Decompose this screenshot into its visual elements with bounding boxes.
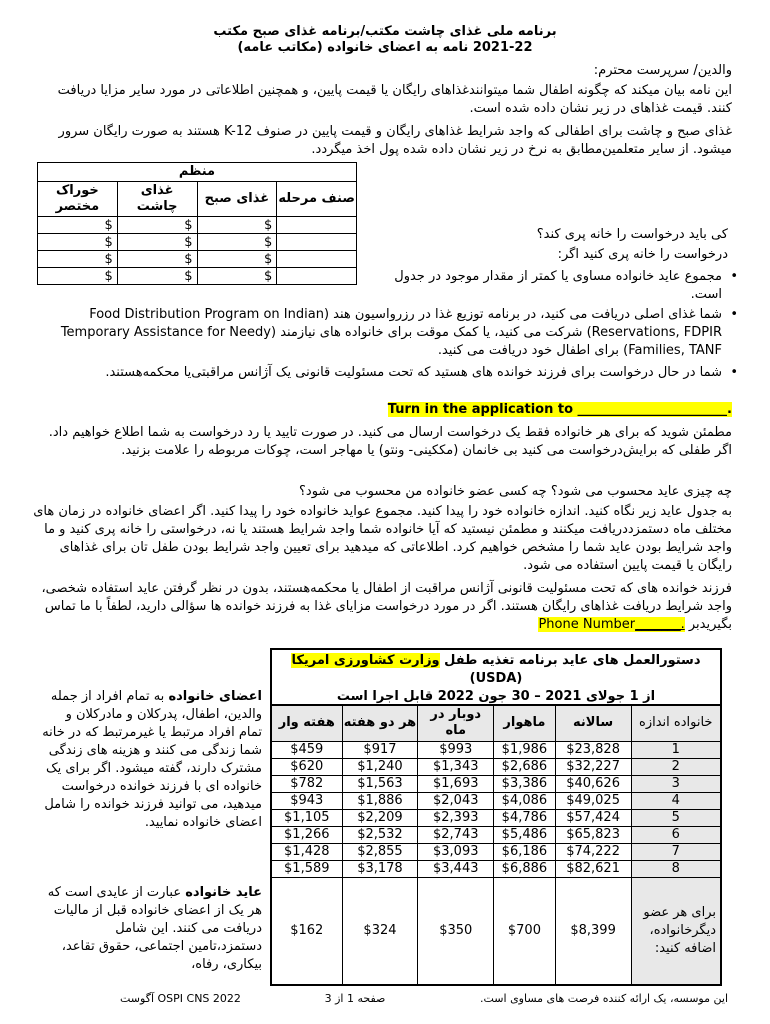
table-cell (277, 251, 357, 268)
col-grade: صنف مرحله (277, 182, 357, 217)
table-cell (277, 268, 357, 285)
income-table-title: دستورالعمل های عاید برنامه تغذیه طفل وزارت کشاورزی امریکا (USDA) از 1 جولای 2021 – 30 جون 2022 قابل اجرا است (270, 648, 722, 708)
phone-number-field: Phone Number (538, 617, 636, 632)
income-eligibility-table (270, 704, 722, 986)
table-cell: $ (197, 268, 277, 285)
table-cell: $ (197, 251, 277, 268)
usda-highlight: وزارت کشاورزی امریکا (291, 653, 440, 668)
table-cell: $ (197, 217, 277, 234)
intro-paragraph-2: غذای صبح و چاشت برای اطفالی که واجد شرایط غذاهای رایگان و قیمت پایین در صنوف K-12 هستند به صورت رایگان سرور میشود. از سایر متعلمین‌مطابق به نرخ در زیر نشان داده شده پول اخذ میگردد. (58, 124, 732, 157)
col-monthly: ماهوار (494, 705, 556, 741)
list-item: • شما غذای اصلی دریافت می کنید، در برنامه توزیع غذا در رزرواسیون هند (Food Distribution Program on Indian Reservations, FDPIR) شرکت می کنید، یا کمک موقت برای خانواده های نیازمند (Temporary Assistance for Needy Families, TANF) برای اطفال خود دریافت می کنید. (60, 307, 738, 358)
table-cell (277, 234, 357, 251)
eligibility-list (380, 268, 740, 308)
table-row: 6 $65,823 $5,486 $2,743 $2,532 $1,266 (271, 826, 721, 843)
table-cell: $ (38, 268, 118, 285)
col-breakfast: غذای صبح (197, 182, 277, 217)
what-counts-question: چه چیزی عاید محسوب می شود؟ چه کسی عضو خانواده من محسوب می شود؟ (299, 484, 732, 499)
who-lead: درخواست را خانه پری کنید اگر: (557, 247, 728, 262)
income-table-dates: از 1 جولای 2021 – 30 جون 2022 قابل اجرا است (336, 689, 656, 704)
list-item: • شما در حال درخواست برای فرزند خوانده های هستید که تحت مسئولیت قانونی یک آژانس مراقبتی‌یا محکمه‌هستند. (105, 365, 738, 380)
footer-version: OSPI CNS 2022 آگوست (120, 992, 241, 1005)
intro-paragraph-1: این نامه بیان میکند که چگونه اطفال شما میتوانندغذاهای رایگان یا قیمت پایین، و همچنین اطلاعاتی در مورد سایر مزایا دریافت کنند. قیمت غذاهای در زیر نشان داده شده است. (57, 83, 732, 116)
col-snack: خوراک مختصر (38, 182, 118, 217)
footer-equal-opportunity: این موسسه، یک ارائه کننده فرصت های مساوی است. (480, 992, 728, 1005)
household-members-definition: اعضای خانواده به تمام افراد از جمله والدین، اطفال، پدرکلان و مادرکلان و تمام افراد مرتبط یا غیرمرتبط که در خانه شما زندگی می کنند و هزینه های زندگی مشترک دارند، گفته میشود. اگر برای یک خانواده ای با فرزند خوانده درخواست میدهید، می توانید فرزند خوانده را شامل اعضای خانواده نمایید. (42, 689, 262, 830)
list-item: • مجموع عاید خانواده مساوی یا کمتر از مقدار موجود در جدول است. (394, 269, 738, 302)
col-lunch: غذای چاشت (117, 182, 197, 217)
table-cell: $ (38, 217, 118, 234)
table-cell: $ (38, 234, 118, 251)
footer-page-number: صفحه 1 از 3 (324, 992, 386, 1005)
table-cell: $ (117, 217, 197, 234)
turn-in-line (388, 402, 732, 417)
col-annual: سالانه (555, 705, 631, 741)
submit-note-paragraph: مطمئن شوید که برای هر خانواده فقط یک درخواست ارسال می کنید. در صورت تایید یا رد درخواست به شما اطلاع خواهیم داد. اگر طفلی که برایش‌درخواست می کنید بی خانمان (مککینی- ونتو) یا مهاجر است، چوکات مربوطه را علامت بزنید. (48, 425, 732, 458)
table-row (38, 217, 357, 234)
table-row: 5 $57,424 $4,786 $2,393 $2,209 $1,105 (271, 809, 721, 826)
table-cell: $ (197, 234, 277, 251)
table-cell: $ (117, 234, 197, 251)
table-row: 7 $74,222 $6,186 $3,093 $2,855 $1,428 (271, 843, 721, 860)
meal-price-table (37, 162, 357, 285)
eligibility-list-2 (40, 306, 740, 386)
table-row: 1 $23,828 $1,986 $993 $917 $459 (271, 741, 721, 758)
table-row: 2 $32,227 $2,686 $1,343 $1,240 $620 (271, 758, 721, 775)
meal-table-header: منظم (38, 163, 357, 182)
table-cell (277, 217, 357, 234)
additional-member-label: برای هر عضو دیگرخانواده، اضافه کنید: (631, 877, 721, 985)
table-row: 3 $40,626 $3,386 $1,693 $1,563 $782 (271, 775, 721, 792)
col-twice-monthly: دوبار در ماه (418, 705, 494, 741)
what-counts-paragraph: به جدول عاید زیر نگاه کنید. اندازه خانواده خود را پیدا کنید. مجموع عواید خانواده خود را پیدا کنید. اگر اعضای خانواده در زمان های مختلف ماه دستمزددریافت میکنند و مطمئن نیستید که آیا خانواده شما واجد شرایط هستند یا نه، درخواستی را خانه پری کنید و ما واجد شرایط بودن عاید شما را مشخص خواهیم کرد. اطلاعاتی که میدهید برای تعیین واجد شرایط بودن طفل تان برای غذاهای رایگان یا قیمت پایین استفاده می شود. (33, 504, 732, 573)
title-line-2: 2021-22 نامه به اعضای خانواده (مکاتب عامه) (237, 40, 533, 55)
table-cell: $ (117, 251, 197, 268)
household-income-definition: عاید خانواده عبارت از عایدی است که هر یک از اعضای خانواده قبل از مالیات دریافت می کنند. این شامل دستمزد،تامین اجتماعی، حقوق تقاعد، بیکاری، رفاه، (47, 885, 262, 972)
title-line-1: برنامه ملی غذای چاشت مکتب/برنامه غذای صبح مکتب (213, 24, 557, 39)
table-row-additional: برای هر عضو دیگرخانواده، اضافه کنید: $8,399 $700 $350 $324 $162 (271, 877, 721, 985)
table-cell: $ (117, 268, 197, 285)
who-question: کی باید درخواست را خانه پری کند؟ (536, 227, 728, 242)
col-biweekly: هر دو هفته (342, 705, 418, 741)
table-row: 4 $49,025 $4,086 $2,043 $1,886 $943 (271, 792, 721, 809)
table-cell: $ (38, 251, 118, 268)
usda-acronym: (USDA) (469, 671, 523, 686)
col-weekly: هفته وار (271, 705, 342, 741)
turn-in-text: Turn in the application to _______________________. (387, 402, 732, 417)
col-household-size: خانواده اندازه (631, 705, 721, 741)
salutation: والدین/ سرپرست محترم: (593, 63, 732, 78)
table-row (38, 234, 357, 251)
foster-paragraph: فرزند خوانده های که تحت مسئولیت قانونی آژانس مراقبت از اطفال یا محکمه‌هستند، بدون در نظر گرفتن عاید استفاده شخصی، واجد شرایط دریافت غذاهای رایگان هستند. اگر در مورد درخواست مزایای غذا به فرزند خوانده ها سؤالی دارید، لطفاً با ما تماس بگیریدبر Phone Number_______. (41, 581, 732, 632)
phone-blank: _______. (635, 617, 685, 632)
table-row (38, 268, 357, 285)
table-row: 8 $82,621 $6,886 $3,443 $3,178 $1,589 (271, 860, 721, 877)
table-row (38, 251, 357, 268)
